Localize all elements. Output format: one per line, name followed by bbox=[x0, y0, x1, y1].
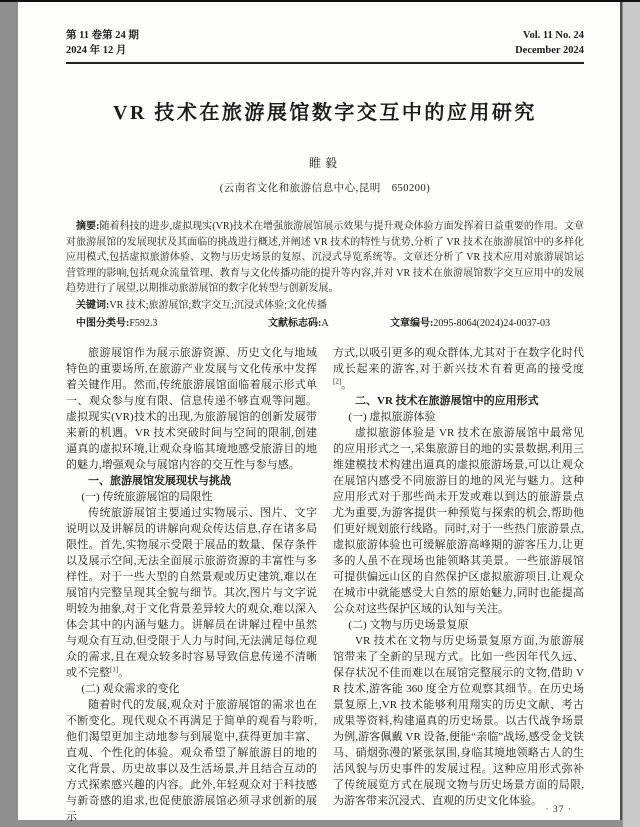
doc-code-label: 文献标志码: bbox=[268, 318, 322, 329]
volume-issue-cn: 第 11 卷第 24 期 bbox=[66, 30, 139, 41]
page-number: · 37 · bbox=[545, 805, 572, 815]
classification-line bbox=[66, 316, 584, 332]
body-columns bbox=[66, 345, 584, 825]
journal-header-en bbox=[515, 28, 584, 58]
abstract-text: 随着科技的进步,虚拟现实(VR)技术在增强旅游展馆展示效果与提升观众体验方面发挥着日益重要的作用。文章对旅游展馆的发展现状及其面临的挑战进行概述,并阐述 VR 技术的特性与优势,分析了 VR 技术在旅游展馆中的多样化应用模式,包括虚拟旅游体验、文物与历史场景的复原、沉浸式导览系统等。文章还分析了 VR 技术应用对旅游展馆运营管理的影响,包括观众流量管理、教育与文化传播功能的提升等内容,并对 VR 技术在旅游展馆数字交互应用中的发展趋势进行了展望,以期推动旅游展馆的数字化转型与创新发展。 bbox=[66, 221, 584, 294]
section-heading: 二、VR 技术在旅游展馆中的应用形式 bbox=[355, 394, 539, 407]
article-id-value: 2095-8064(2024)24-0037-03 bbox=[433, 318, 550, 329]
keywords-label: 关键词: bbox=[76, 299, 110, 311]
subsection-heading: (二) 观众需求的变化 bbox=[81, 682, 180, 695]
clc-label: 中图分类号: bbox=[76, 318, 130, 329]
header-rule bbox=[66, 62, 584, 64]
scan-right-edge bbox=[623, 2, 640, 827]
body-paragraph: 虚拟旅游体验是 VR 技术在旅游展馆中最常见的应用形式之一,采集旅游目的地的实景数据,利用三维建模技术构建出逼真的虚拟旅游场景,可以让观众在展馆内感受不同旅游目的地的风光与魅力。这种应用形式对于那些尚未开发或难以到达的旅游景点尤为重要,为游客提供一种预览与探索的机会,帮助他们更好规划旅行线路。同时,对于一些热门旅游景点,虚拟旅游体验也可缓解旅游高峰期的游客压力,让更多的人虽不在现场也能领略其美景。一些旅游展馆可提供偏远山区的自然保护区虚拟旅游项目,让观众在城市中就能感受大自然的原始魅力,同时也能提高公众对这些保护区域的认知与关注。 bbox=[333, 426, 584, 615]
body-paragraph: 旅游展馆作为展示旅游资源、历史文化与地域特色的重要场所,在旅游产业发展与文化传承中发挥着关键作用。然而,传统旅游展馆面临着展示形式单一、观众参与度有限、信息传递不够直观等问题。虚拟现实(VR)技术的出现,为旅游展馆的创新发展带来新的机遇。VR 技术突破时间与空间的限制,创建逼真的虚拟环境,让观众身临其境地感受旅游目的地的魅力,增强观众与展馆内容的交互性与参与感。 bbox=[66, 346, 317, 471]
author-affiliation: (云南省文化和旅游信息中心,昆明 650200) bbox=[219, 183, 431, 194]
issue-date-en: December 2024 bbox=[515, 45, 584, 56]
subsection-heading: (一) 虚拟旅游体验 bbox=[348, 410, 436, 423]
abstract-label: 摘要: bbox=[76, 221, 100, 232]
article-title: VR 技术在旅游展馆数字交互中的应用研究 bbox=[113, 102, 537, 124]
clc-item bbox=[76, 316, 268, 332]
article-id-label: 文章编号: bbox=[390, 318, 434, 329]
section-heading: 一、旅游展馆发展现状与挑战 bbox=[88, 474, 231, 487]
issue-date-cn: 2024 年 12 月 bbox=[66, 45, 127, 56]
paper-page bbox=[18, 2, 622, 823]
doc-code-item bbox=[268, 316, 390, 332]
doc-code-value: A bbox=[321, 318, 329, 329]
author-name: 睢毅 bbox=[308, 156, 341, 170]
body-paragraph: VR 技术在文物与历史场景复原方面,为旅游展馆带来了全新的呈现方式。比如一些因年代久远、保存状况不佳而难以在展馆完整展示的文物,借助 VR 技术,游客能 360 度全方位观察其细节。在历史场景复原上,VR 技术能够利用翔实的历史文献、考古成果等资料,构建逼真的历史场景。以古代战争场景为例,游客佩戴 VR 设备,便能“亲临”战场,感受金戈铁马、硝烟弥漫的紧张氛围,身临其境地领略古人的生活风貌与历史事件的发展过程。这种应用形式弥补了传统展览方式在展现文物与历史场景方面的局限,为游客带来沉浸式、直观的历史文化体验。 bbox=[333, 634, 584, 807]
abstract-paragraph bbox=[66, 219, 584, 297]
keywords-line bbox=[66, 298, 584, 314]
volume-issue-en: Vol. 11 No. 24 bbox=[522, 30, 584, 41]
article-id-item bbox=[390, 316, 584, 332]
clc-value: F592.3 bbox=[129, 318, 158, 329]
journal-header bbox=[66, 28, 584, 58]
subsection-heading: (二) 文物与历史场景复原 bbox=[348, 618, 469, 631]
journal-header-cn bbox=[66, 28, 139, 58]
keywords-text: VR 技术;旅游展馆;数字交互;沉浸式体验;文化传播 bbox=[109, 299, 327, 311]
body-column-right bbox=[333, 345, 584, 825]
body-paragraph: 随着时代的发展,观众对于旅游展馆的需求也在不断变化。现代观众不再满足于简单的观看与聆听,他们渴望更加主动地参与到展览中,获得更加丰富、直观、个性化的体验。观众希望了解旅游目的地的文化背景、历史故事以及生活场景,并且结合互动的方式探索感兴趣的内容。此外,年轻观众对于科技感与新奇感的追求,也促使旅游展馆必须寻求创新的展示 bbox=[66, 698, 317, 823]
body-paragraph: 方式,以吸引更多的观众群体,尤其对于在数字化时代成长起来的游客,对于新兴技术有着更高的接受度[2]。 bbox=[333, 346, 584, 391]
body-paragraph: 传统旅游展馆主要通过实物展示、图片、文字说明以及讲解员的讲解向观众传达信息,存在诸多局限性。首先,实物展示受限于展品的数量、保存条件以及展示空间,无法全面展示旅游资源的丰富性与多样性。对于一些大型的自然景观或历史建筑,难以在展馆内完整呈现其全貌与细节。其次,图片与文字说明较为抽象,对于文化背景差异较大的观众,难以深入体会其中的内涵与魅力。讲解员在讲解过程中虽然与观众有互动,但受限于人力与时间,无法满足每位观众的需求,且在观众较多时容易导致信息传递不清晰或不完整[1]。 bbox=[66, 506, 317, 679]
front-matter bbox=[66, 219, 584, 332]
body-column-left bbox=[66, 345, 317, 825]
subsection-heading: (一) 传统旅游展馆的局限性 bbox=[81, 490, 213, 503]
